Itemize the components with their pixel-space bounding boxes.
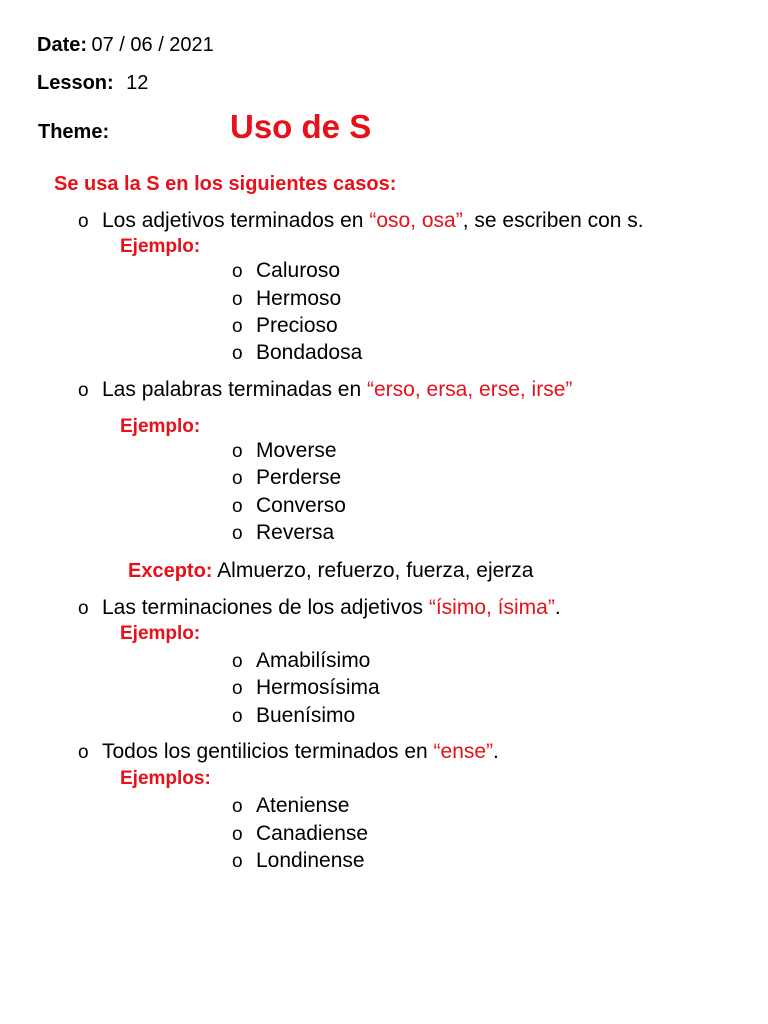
example-item (232, 822, 368, 846)
example-label: Ejemplo: (120, 236, 201, 257)
bullet-icon: o (232, 523, 243, 544)
example-item (232, 259, 340, 283)
example-word: Canadiense (256, 822, 369, 845)
exception-label: Excepto: (128, 560, 213, 582)
rule-highlight: “ense” (433, 740, 494, 763)
lesson-line (37, 72, 148, 95)
example-item (232, 649, 370, 673)
lesson-label: Lesson: (37, 72, 114, 94)
exception-line (128, 559, 533, 583)
example-word: Bondadosa (256, 341, 363, 364)
rule-text-end: . (554, 596, 561, 619)
rule-item (78, 596, 561, 620)
bullet-icon: o (232, 851, 243, 872)
rule-text-end: . (493, 740, 499, 763)
rule-text-end: , se escriben con s. (462, 209, 644, 232)
date-label: Date: (37, 34, 88, 56)
bullet-icon: o (232, 468, 243, 489)
rule-text: Las terminaciones de los adjetivos (102, 596, 429, 619)
example-word: Precioso (256, 314, 338, 337)
exception-text: Almuerzo, refuerzo, fuerza, ejerza (217, 559, 534, 582)
example-item (232, 521, 334, 545)
example-item (232, 439, 337, 463)
rule-highlight: “oso, osa” (369, 209, 463, 232)
bullet-icon: o (78, 742, 89, 763)
bullet-icon: o (232, 261, 243, 282)
example-word: Londinense (256, 849, 365, 872)
example-word: Caluroso (256, 259, 341, 282)
example-item (232, 794, 349, 818)
bullet-icon: o (232, 706, 243, 727)
example-word: Reversa (256, 521, 335, 544)
example-label: Ejemplo: (120, 416, 201, 437)
example-item (232, 704, 355, 728)
example-item (232, 849, 365, 873)
rule-text: Todos los gentilicios terminados en (102, 740, 434, 763)
bullet-icon: o (232, 678, 243, 699)
theme-label: Theme: (38, 121, 110, 143)
bullet-icon: o (232, 796, 243, 817)
example-label: Ejemplo: (120, 623, 201, 644)
date-value: 07 / 06 / 2021 (91, 34, 214, 56)
example-item (232, 287, 341, 311)
rule-highlight: “erso, ersa, erse, irse” (367, 378, 573, 401)
example-word: Converso (256, 494, 346, 517)
example-word: Hermoso (256, 287, 342, 310)
rule-highlight: “ísimo, ísima” (428, 596, 555, 619)
bullet-icon: o (78, 598, 89, 619)
date-line (37, 34, 214, 57)
page-title: Uso de S (230, 108, 372, 145)
example-label: Ejemplos: (120, 768, 211, 789)
example-word: Hermosísima (256, 676, 380, 699)
bullet-icon: o (232, 316, 243, 337)
lesson-value: 12 (126, 72, 149, 94)
rule-item (78, 378, 572, 402)
rule-text: Las palabras terminadas en (102, 378, 367, 401)
rule-item (78, 740, 499, 764)
bullet-icon: o (78, 380, 89, 401)
example-word: Moverse (256, 439, 337, 462)
bullet-icon: o (232, 651, 243, 672)
example-word: Amabilísimo (256, 649, 371, 672)
rule-text: Los adjetivos terminados en (102, 209, 370, 232)
bullet-icon: o (78, 211, 89, 232)
example-word: Perderse (256, 466, 342, 489)
example-item (232, 676, 380, 700)
bullet-icon: o (232, 289, 243, 310)
example-word: Ateniense (256, 794, 350, 817)
rule-item (78, 209, 644, 233)
bullet-icon: o (232, 824, 243, 845)
intro-heading: Se usa la S en los siguientes casos: (54, 173, 397, 195)
bullet-icon: o (232, 441, 243, 462)
example-item (232, 314, 338, 338)
bullet-icon: o (232, 496, 243, 517)
example-item (232, 494, 346, 518)
bullet-icon: o (232, 343, 243, 364)
example-item (232, 341, 362, 365)
example-item (232, 466, 341, 490)
example-word: Buenísimo (256, 704, 356, 727)
